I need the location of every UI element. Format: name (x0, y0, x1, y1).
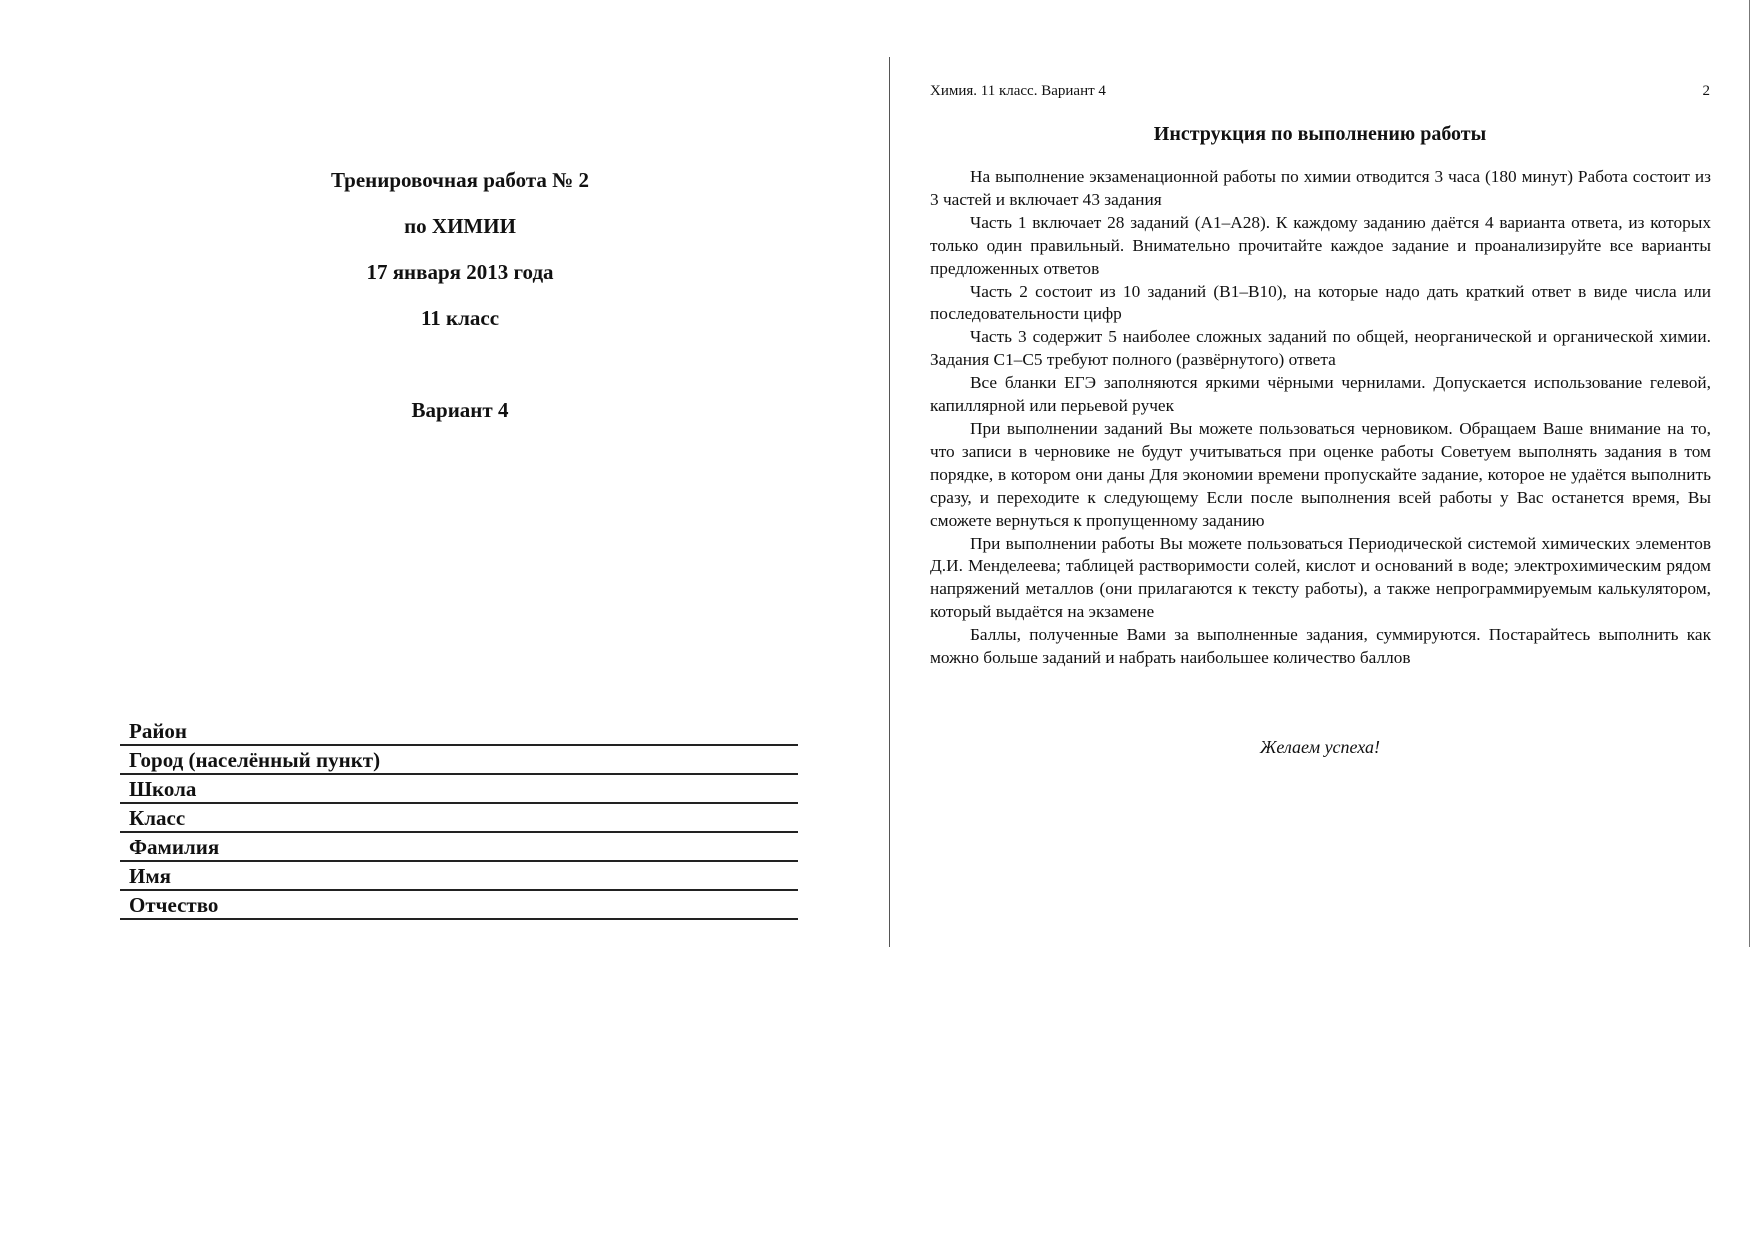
subject-title: по ХИМИИ (404, 214, 516, 238)
patronymic-label: Отчество (129, 893, 219, 917)
city-field[interactable] (120, 746, 798, 775)
closing-wish: Желаем успеха! (1259, 737, 1381, 757)
page-edge (1749, 0, 1750, 947)
page-divider (889, 57, 890, 947)
surname-label: Фамилия (129, 835, 220, 859)
page-number: 2 (1702, 83, 1710, 99)
instruction-paragraph: Баллы, полученные Вами за выполненные задания, суммируются. Постарайтесь выполнить как можно больше заданий и набрать наибольшее количество баллов (930, 625, 1711, 668)
running-header-title: Химия. 11 класс. Вариант 4 (930, 83, 1106, 99)
exam-date: 17 января 2013 года (366, 260, 554, 284)
instructions-body (930, 166, 1711, 670)
city-label: Город (населённый пункт) (129, 748, 381, 772)
grade-label: 11 класс (420, 306, 500, 330)
surname-field[interactable] (120, 833, 798, 862)
cover-title-block (100, 0, 820, 440)
district-field[interactable] (120, 717, 798, 746)
instruction-paragraph: Все бланки ЕГЭ заполняются яркими чёрными чернилами. Допускается использование гелевой, капиллярной или перьевой ручек (930, 373, 1711, 416)
instruction-paragraph: При выполнении заданий Вы можете пользоваться черновиком. Обращаем Ваше внимание на то, что записи в черновике не будут учитываться при оценке работы Советуем выполнять задания в том порядке, в котором они даны Для экономии времени пропускайте задание, которое не удаётся выполнить сразу, и переходите к следующему Если после выполнения всей работы у Вас останется время, Вы сможете вернуться к пропущенному заданию (930, 418, 1711, 530)
first-name-label: Имя (129, 864, 171, 888)
instruction-paragraph: Часть 2 состоит из 10 заданий (В1–В10), на которые надо дать краткий ответ в виде числа или последовательности цифр (930, 281, 1711, 324)
instruction-paragraph: Часть 1 включает 28 заданий (А1–А28). К каждому заданию даётся 4 варианта ответа, из которых только один правильный. Внимательно прочитайте каждое задание и проанализируйте все варианты предложенных ответов (930, 212, 1711, 278)
school-label: Школа (129, 777, 197, 801)
student-info-form (120, 717, 798, 920)
first-name-field[interactable] (120, 862, 798, 891)
class-field[interactable] (120, 804, 798, 833)
school-field[interactable] (120, 775, 798, 804)
instruction-paragraph: При выполнении работы Вы можете пользоваться Периодической системой химических элементов Д.И. Менделеева; таблицей растворимости солей, кислот и оснований в воде; электрохимическим рядом напряжений металлов (они прилагаются к тексту работы), а также непрограммируемым калькулятором, который выдаётся на экзамене (930, 533, 1711, 622)
district-label: Район (129, 719, 188, 743)
class-label: Класс (129, 806, 186, 830)
patronymic-field[interactable] (120, 891, 798, 920)
instructions-heading: Инструкция по выполнению работы (1153, 123, 1487, 145)
work-title: Тренировочная работа № 2 (330, 168, 590, 192)
instruction-paragraph: Часть 3 содержит 5 наиболее сложных заданий по общей, неорганической и органической химии. Задания С1–С5 требуют полного (развёрнутого) ответа (930, 327, 1711, 370)
instruction-paragraph: На выполнение экзаменационной работы по химии отводится 3 часа (180 минут) Работа состоит из 3 частей и включает 43 задания (930, 167, 1711, 209)
variant-label: Вариант 4 (411, 398, 509, 422)
